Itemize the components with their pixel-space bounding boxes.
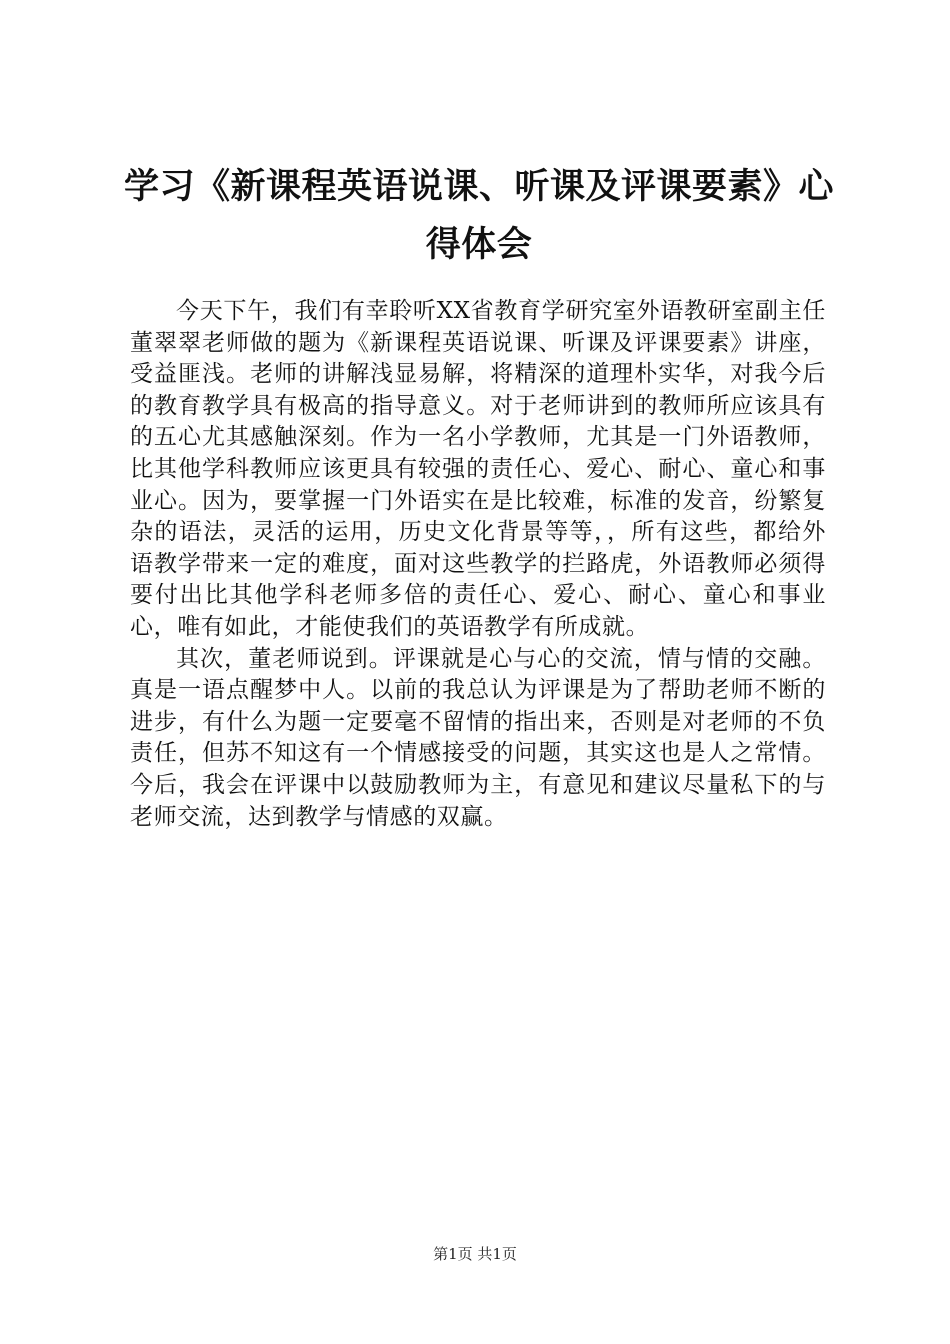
paragraph-1: 今天下午，我们有幸聆听XX省教育学研究室外语教研室副主任董翠翠老师做的题为《新课程英语说课、听课及评课要素》讲座，受益匪浅。老师的讲解浅显易解，将精深的道理朴实华，对我今后的教育教学具有极高的指导意义。对于老师讲到的教师所应该具有的五心尤其感触深刻。作为一名小学教师，尤其是一门外语教师，比其他学科教师应该更具有较强的责任心、爱心、耐心、童心和事业心。因为，要掌握一门外语实在是比较难，标准的发音，纷繁复杂的语法，灵活的运用，历史文化背景等等，，所有这些，都给外语教学带来一定的难度，面对这些教学的拦路虎，外语教师必须得要付出比其他学科老师多倍的责任心、爱心、耐心、童心和事业心，唯有如此，才能使我们的英语教学有所成就。: [130, 298, 826, 640]
paragraph-2: 其次，董老师说到。评课就是心与心的交流，情与情的交融。真是一语点醒梦中人。以前的我总认为评课是为了帮助老师不断的进步，有什么为题一定要毫不留情的指出来，否则是对老师的不负责任，但苏不知这有一个情感接受的问题，其实这也是人之常情。今后，我会在评课中以鼓励教师为主，有意见和建议尽量私下的与老师交流，达到教学与情感的双赢。: [130, 645, 826, 830]
document-title: 学习《新课程英语说课、听课及评课要素》心得体会: [123, 167, 834, 265]
page-footer: 第1页 共1页: [433, 1245, 517, 1263]
document-body: [130, 296, 826, 833]
